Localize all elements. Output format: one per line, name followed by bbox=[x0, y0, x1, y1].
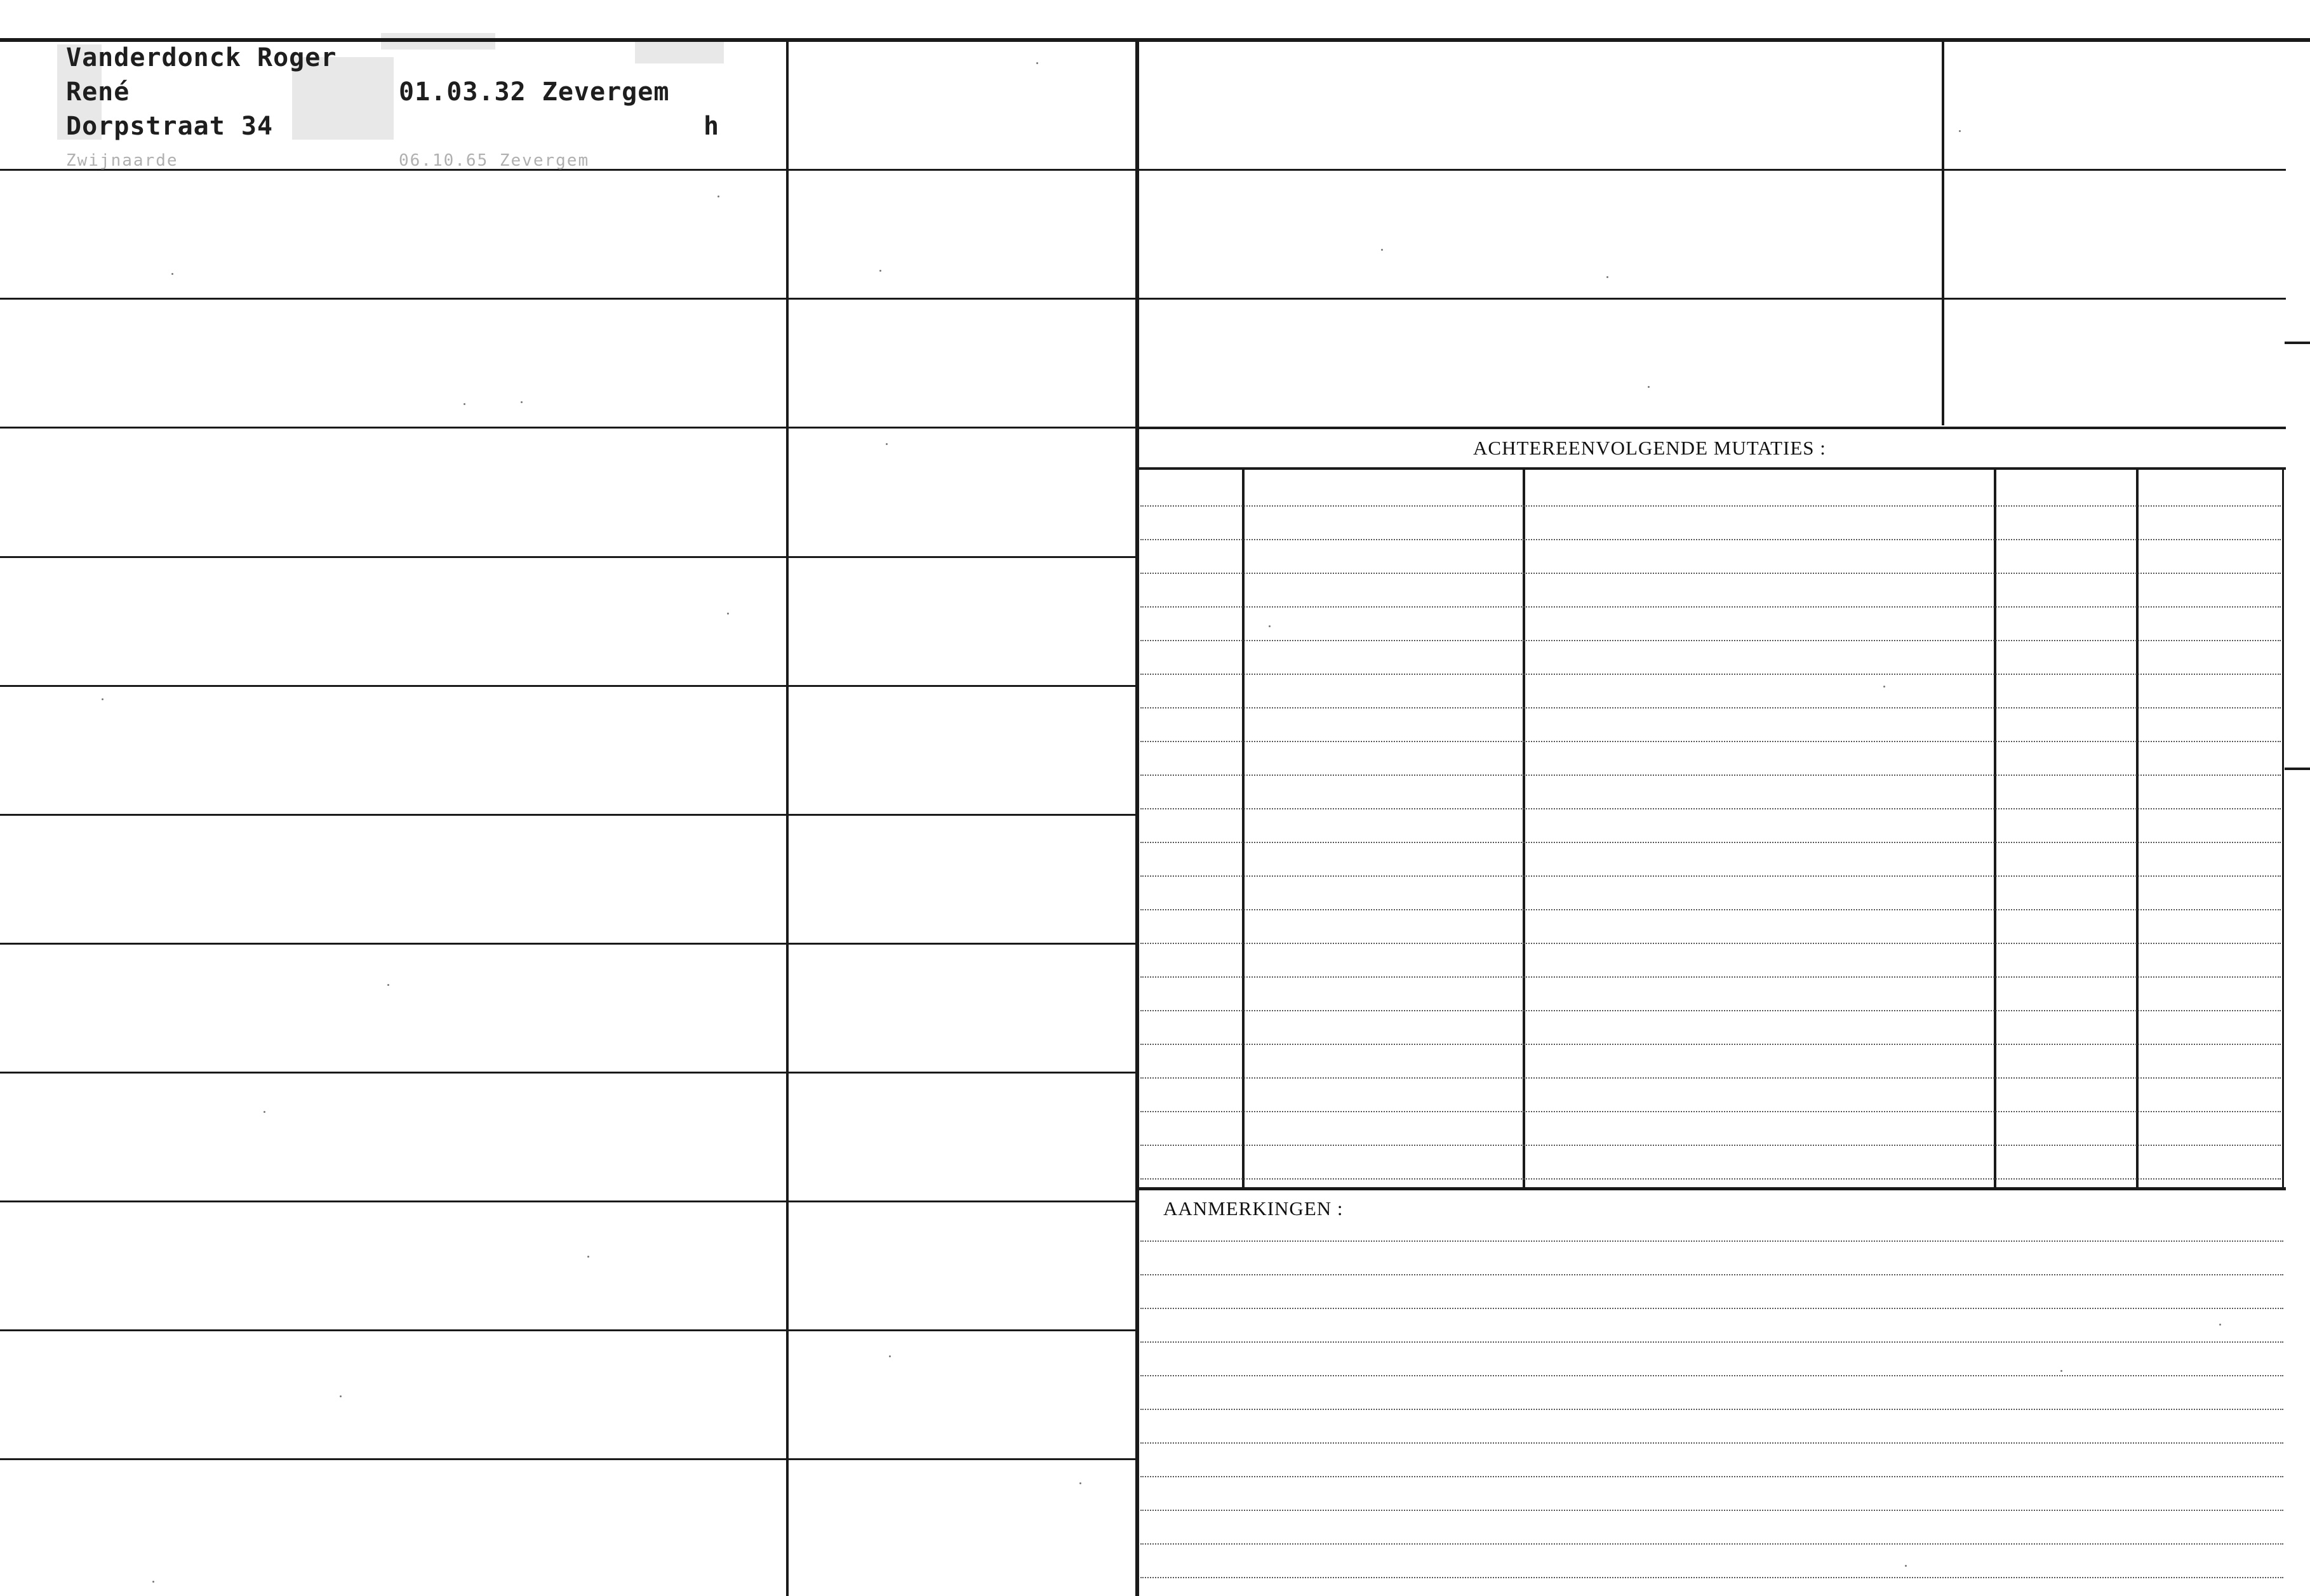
scan-speck bbox=[1079, 1482, 1081, 1484]
remarks-line bbox=[1140, 1510, 2283, 1511]
scan-speck bbox=[1959, 130, 1961, 132]
row-divider bbox=[0, 943, 1137, 945]
scan-speck bbox=[340, 1395, 342, 1397]
mutations-entry-line bbox=[1140, 1145, 2281, 1146]
record-birth-date-place: 01.03.32 Zevergem bbox=[399, 77, 670, 107]
mutations-column-divider bbox=[1523, 469, 1525, 1188]
remarks-line bbox=[1140, 1577, 2283, 1578]
mutations-entry-line bbox=[1140, 505, 2281, 507]
scan-speck bbox=[1269, 625, 1271, 627]
scan-speck bbox=[1905, 1565, 1907, 1567]
mutations-column-divider bbox=[2282, 469, 2284, 1188]
scan-speck bbox=[2060, 1370, 2062, 1372]
scan-speck bbox=[879, 270, 881, 272]
remarks-line bbox=[1140, 1543, 2283, 1545]
mutations-entry-line bbox=[1140, 1044, 2281, 1045]
remarks-line bbox=[1140, 1476, 2283, 1477]
top-border bbox=[0, 38, 2310, 42]
scan-speck bbox=[1036, 62, 1038, 64]
mutations-entry-line bbox=[1140, 976, 2281, 978]
record-faint-date-place: 06.10.65 Zevergem bbox=[399, 151, 590, 170]
scan-speck bbox=[464, 403, 465, 405]
mutations-table-bottom bbox=[1137, 1187, 2286, 1190]
remarks-heading: AANMERKINGEN : bbox=[1163, 1197, 1344, 1220]
remarks-line bbox=[1140, 1240, 2283, 1242]
mutations-entry-line bbox=[1140, 808, 2281, 809]
toner-smudge bbox=[635, 38, 724, 63]
scan-speck bbox=[102, 698, 103, 700]
row-divider bbox=[1137, 427, 2286, 429]
scan-speck bbox=[2219, 1324, 2221, 1326]
mutations-entry-line bbox=[1140, 1010, 2281, 1011]
scan-speck bbox=[1648, 386, 1650, 388]
row-divider bbox=[0, 814, 1137, 816]
mutations-entry-line bbox=[1140, 674, 2281, 675]
edge-tick bbox=[2285, 768, 2310, 770]
row-divider bbox=[0, 1329, 1137, 1331]
remarks-line bbox=[1140, 1409, 2283, 1410]
mutations-entry-line bbox=[1140, 1111, 2281, 1112]
column-divider bbox=[1942, 38, 1944, 425]
scan-speck bbox=[521, 401, 523, 403]
mutations-entry-line bbox=[1140, 842, 2281, 843]
scan-speck bbox=[886, 443, 888, 445]
scan-speck bbox=[1606, 276, 1608, 278]
mutations-entry-line bbox=[1140, 606, 2281, 608]
mutations-entry-line bbox=[1140, 1077, 2281, 1079]
main-divider bbox=[1135, 38, 1139, 1596]
row-divider bbox=[0, 298, 1137, 300]
record-mark: h bbox=[704, 112, 720, 141]
remarks-line bbox=[1140, 1274, 2283, 1275]
scan-speck bbox=[1381, 249, 1383, 251]
scan-speck bbox=[264, 1111, 265, 1113]
row-divider bbox=[0, 427, 1137, 429]
mutations-heading: ACHTEREENVOLGENDE MUTATIES : bbox=[1473, 437, 1826, 459]
scan-speck bbox=[152, 1581, 154, 1583]
mutations-entry-line bbox=[1140, 875, 2281, 877]
record-faint-place: Zwijnaarde bbox=[66, 151, 178, 170]
row-divider bbox=[0, 1072, 1137, 1074]
mutations-table-top bbox=[1137, 467, 2286, 470]
record-second-name: René bbox=[66, 77, 130, 107]
mutations-entry-line bbox=[1140, 775, 2281, 776]
mutations-entry-line bbox=[1140, 573, 2281, 574]
scan-speck bbox=[387, 984, 389, 986]
column-divider bbox=[786, 38, 789, 1596]
remarks-line bbox=[1140, 1341, 2283, 1343]
row-divider bbox=[0, 1200, 1137, 1202]
row-divider bbox=[0, 685, 1137, 687]
row-divider bbox=[0, 556, 1137, 558]
mutations-column-divider bbox=[1994, 469, 1996, 1188]
scan-speck bbox=[1883, 686, 1885, 688]
edge-tick bbox=[2285, 342, 2310, 344]
mutations-entry-line bbox=[1140, 1178, 2281, 1180]
mutations-entry-line bbox=[1140, 539, 2281, 540]
record-address: Dorpstraat 34 bbox=[66, 112, 274, 141]
scan-speck bbox=[171, 273, 173, 275]
row-divider bbox=[1137, 169, 2286, 171]
remarks-line bbox=[1140, 1308, 2283, 1309]
mutations-entry-line bbox=[1140, 741, 2281, 742]
mutations-entry-line bbox=[1140, 909, 2281, 910]
scan-speck bbox=[727, 613, 729, 615]
scan-speck bbox=[718, 196, 719, 197]
remarks-line bbox=[1140, 1442, 2283, 1444]
record-surname-firstname: Vanderdonck Roger bbox=[66, 43, 337, 72]
remarks-line bbox=[1140, 1375, 2283, 1376]
scan-speck bbox=[889, 1355, 891, 1357]
scan-speck bbox=[587, 1256, 589, 1258]
mutations-entry-line bbox=[1140, 707, 2281, 708]
row-divider bbox=[1137, 298, 2286, 300]
mutations-entry-line bbox=[1140, 943, 2281, 944]
mutations-column-divider bbox=[1242, 469, 1245, 1188]
mutations-column-divider bbox=[2136, 469, 2139, 1188]
row-divider bbox=[0, 1458, 1137, 1460]
mutations-entry-line bbox=[1140, 640, 2281, 641]
